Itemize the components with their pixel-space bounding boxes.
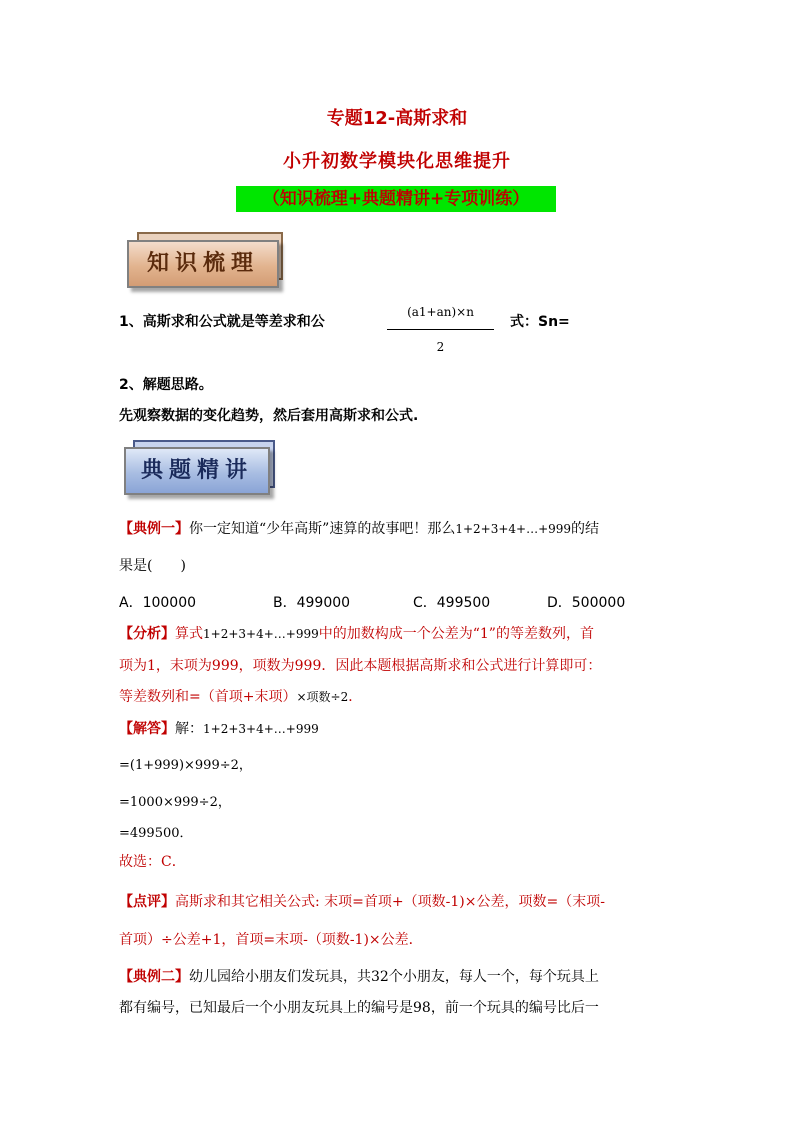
doc-title: 专题12-高斯求和 <box>326 108 468 129</box>
answer-line: 故选：C． <box>119 854 186 870</box>
analysis-line1 <box>119 623 594 643</box>
comment-tag: 【点评】 <box>119 894 175 910</box>
example2-tag: 【典例二】 <box>119 969 189 985</box>
comment-text-b: -1)×公差，项数=（末项- <box>445 894 605 910</box>
formula-numerator: (a1+an)×n <box>407 305 474 319</box>
option-b: B．499000 <box>273 595 351 611</box>
analysis-text-a: 算式 <box>175 626 203 642</box>
analysis-line2: 项为1，末项为999，项数为999．因此本题根据高斯求和公式进行计算即可： <box>119 658 602 674</box>
option-a: A．100000 <box>119 595 197 611</box>
formula-denominator: 2 <box>436 340 445 354</box>
solution-text: 解： <box>175 721 203 737</box>
example1-question-line2: 果是( ) <box>119 558 186 574</box>
example2-line2: 都有编号，已知最后一个小朋友玩具上的编号是98，前一个玩具的编号比后一 <box>119 1000 599 1016</box>
solution-line2: =(1+999)×999÷2， <box>119 758 252 773</box>
option-d: D．500000 <box>547 595 626 611</box>
example1-question-line1 <box>119 518 599 538</box>
solution-tag: 【解答】 <box>119 721 175 737</box>
solution-line1 <box>119 718 319 738</box>
section-banner-knowledge: 知识梳理 <box>127 240 279 288</box>
example1-question-text: 你一定知道“少年高斯”速算的故事吧！那么 <box>189 521 456 537</box>
knowledge-item-2-desc: 先观察数据的变化趋势，然后套用高斯求和公式. <box>119 408 419 424</box>
knowledge-item-2: 2、解题思路。 <box>119 377 213 393</box>
doc-subtitle: 小升初数学模块化思维提升 <box>283 151 511 172</box>
knowledge-item-1: 1、高斯求和公式就是等差求和公 <box>119 314 325 330</box>
analysis-expr: 1+2+3+4+…+999 <box>203 627 319 641</box>
comment-line2: 首项）÷公差+1，首项=末项-（项数-1)×公差． <box>119 932 423 948</box>
analysis-line3-text: 等差数列和=（首项+末项） <box>119 689 297 705</box>
option-c: C．499500 <box>413 595 491 611</box>
example1-tag: 【典例一】 <box>119 521 189 537</box>
analysis-tag: 【分析】 <box>119 626 175 642</box>
doc-tag-banner: （知识梳理+典题精讲+专项训练） <box>236 186 556 212</box>
analysis-line3 <box>119 686 362 706</box>
comment-line1 <box>119 891 605 911</box>
solution-expr: 1+2+3+4+…+999 <box>203 722 319 736</box>
solution-line4: =499500． <box>119 826 193 841</box>
knowledge-item-1-tail: 式：Sn= <box>510 314 570 330</box>
formula-fraction-line <box>387 329 494 330</box>
comment-text-a: 高斯求和其它相关公式: 末项=首项+（项数 <box>175 894 446 910</box>
analysis-text-b: 中的加数构成一个公差为“1”的等差数列，首 <box>318 626 594 642</box>
analysis-line3-expr: ×项数÷2 <box>296 690 349 704</box>
example2-line1 <box>119 966 599 986</box>
example2-text: 幼儿园给小朋友们发玩具，共32个小朋友，每人一个，每个玩具上 <box>189 969 599 985</box>
example1-question-tail: 的结 <box>571 521 600 537</box>
section-banner-examples: 典题精讲 <box>124 447 270 495</box>
example1-question-expr: 1+2+3+4+…+999 <box>455 522 572 536</box>
analysis-line3-end: ． <box>348 689 363 705</box>
solution-line3: =1000×999÷2， <box>119 795 231 810</box>
